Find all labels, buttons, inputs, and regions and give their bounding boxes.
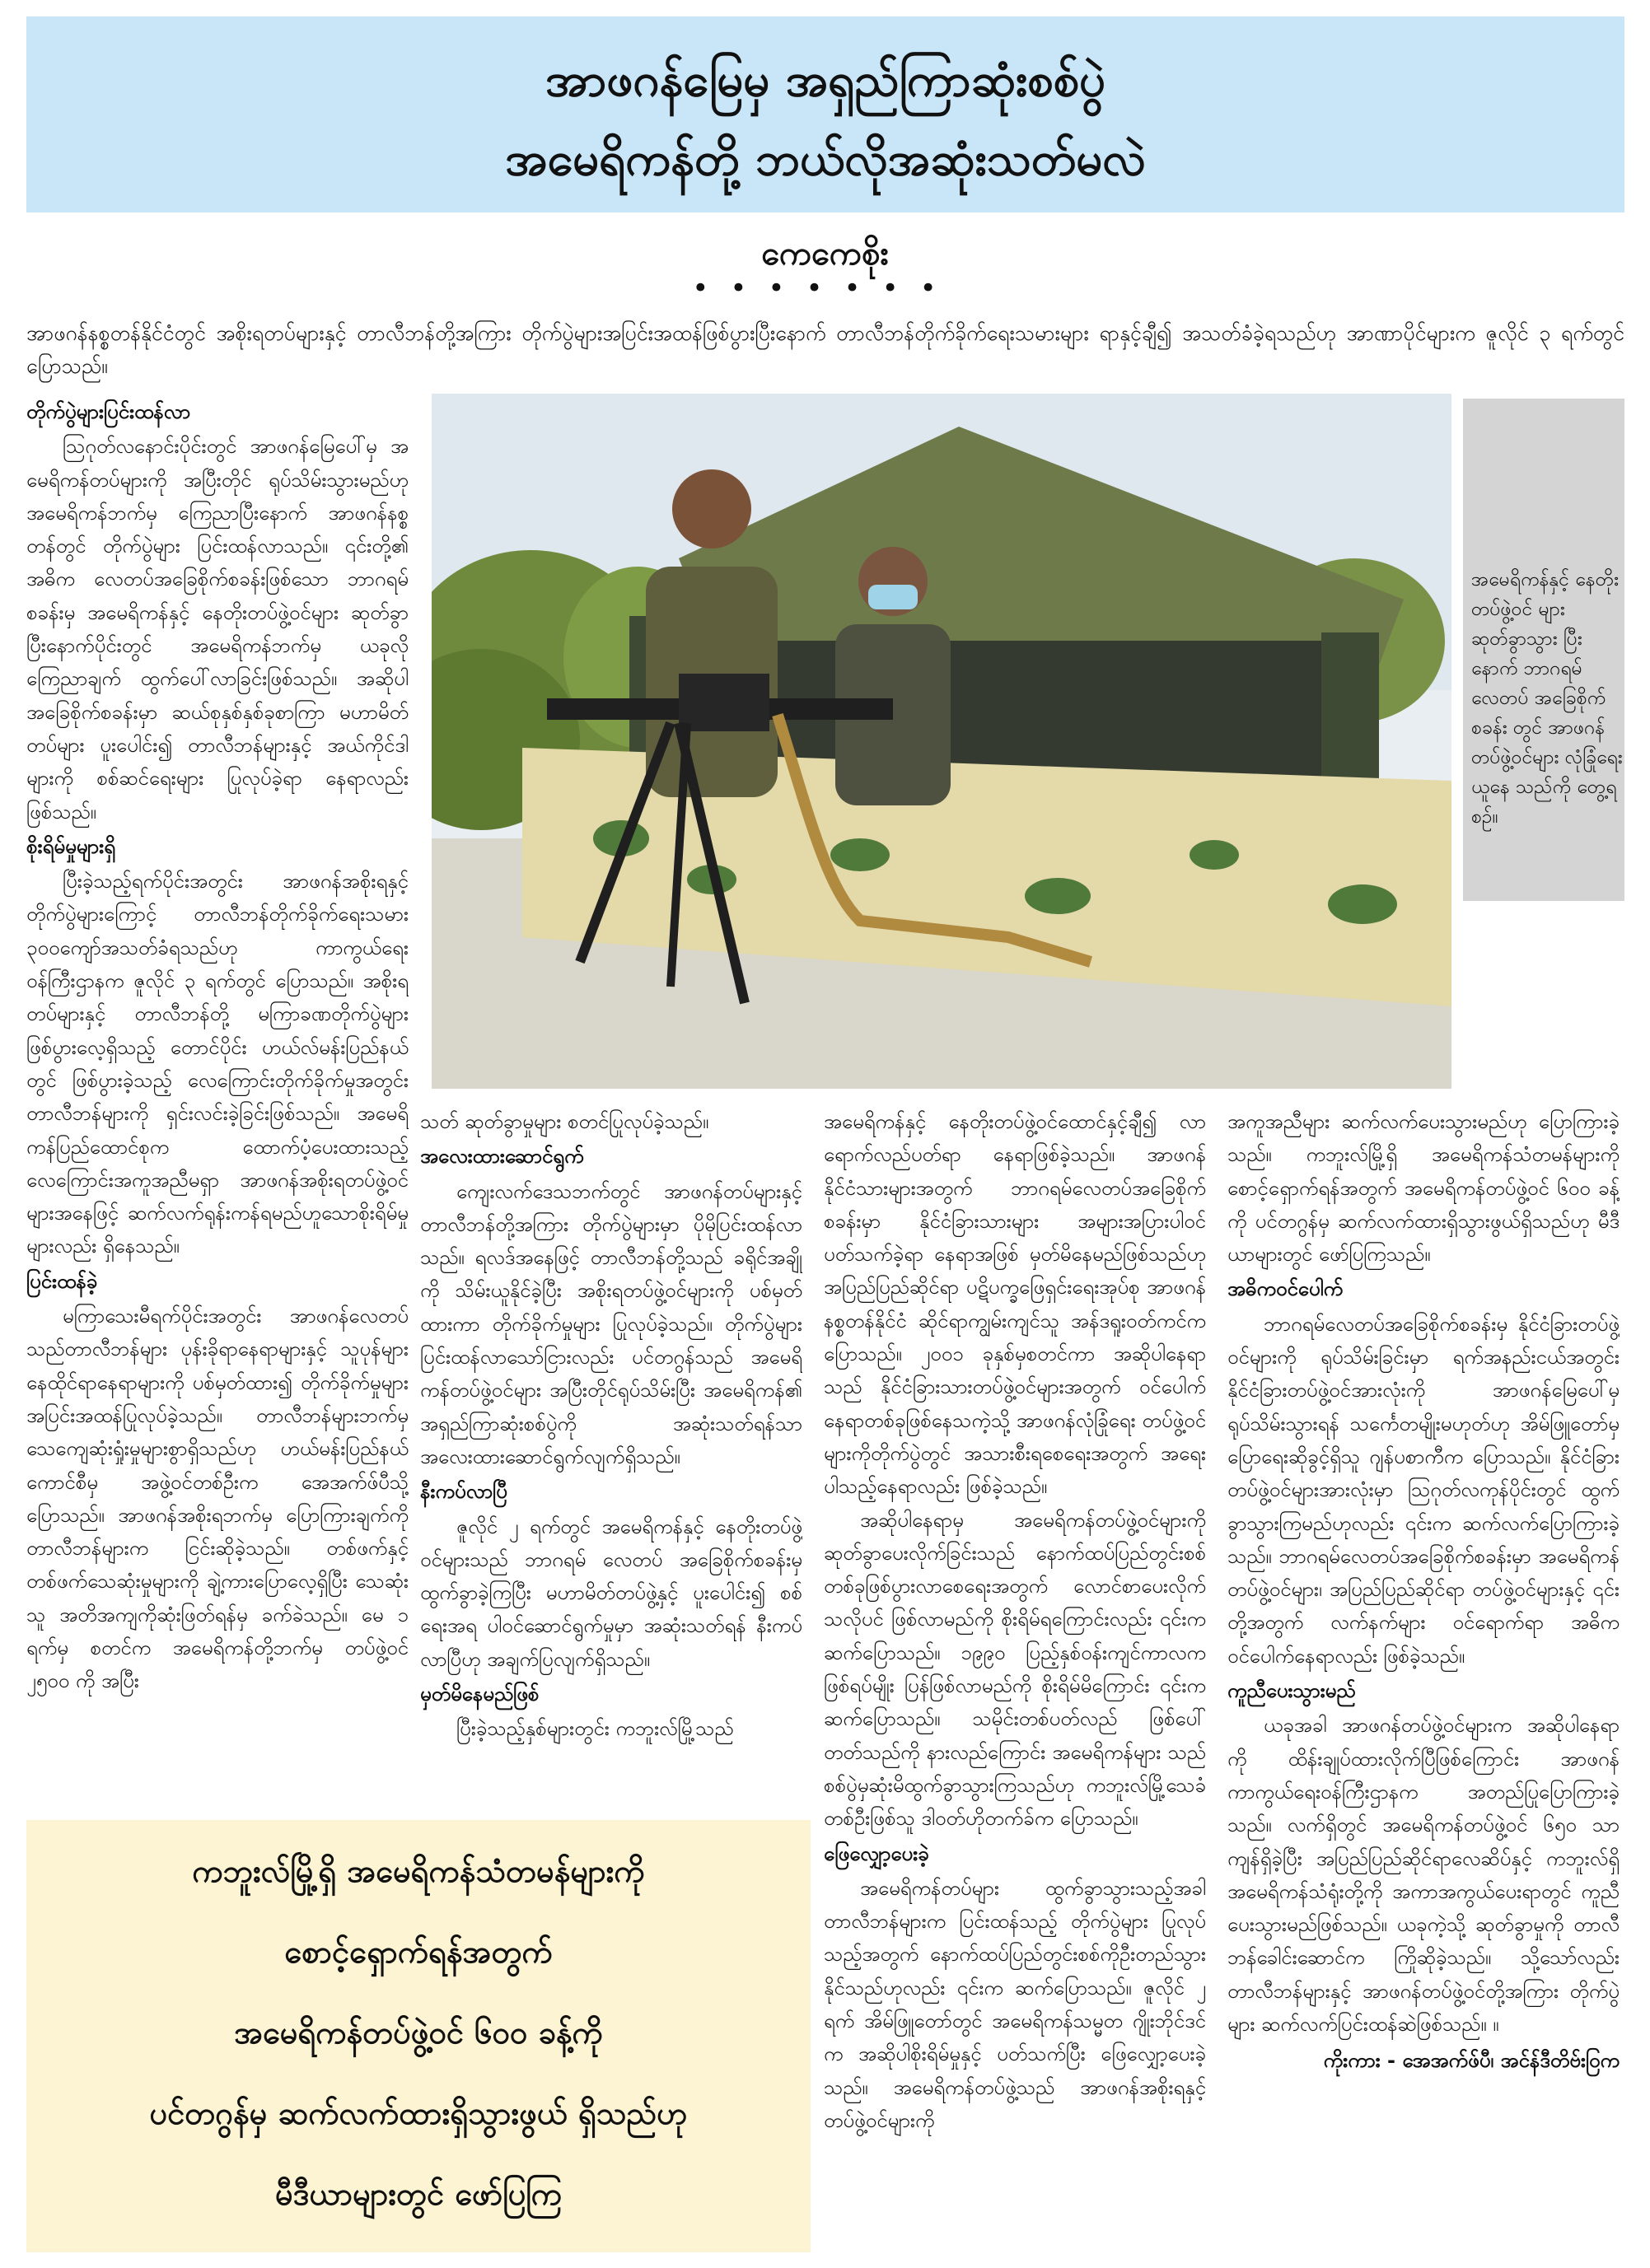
headline-line-1: အာဖဂန်မြေမှ အရှည်ကြာဆုံးစစ်ပွဲ <box>545 54 1105 107</box>
decorative-dots: ••••••• <box>692 272 958 305</box>
pull-quote-line-1: ကဘူးလ်မြို့ရှိ အမေရိကန်သံတမန်များကို <box>192 1853 645 1889</box>
pull-quote-line-3: အမေရိကန်တပ်ဖွဲ့ဝင် ၆၀၀ ခန့်ကို <box>234 2014 603 2051</box>
subheading: တိုက်ပွဲများပြင်းထန်လာ <box>26 400 191 423</box>
lead-paragraph: အာဖဂန်နစ္စတန်နိုင်ငံတွင် အစိုးရတပ်များနှင့် တာလီဘန်တို့အကြား တိုက်ပွဲများအပြင်းအထန်ဖြစ်ပွားပြီးနောက် တာလီဘန်တိုက်ခိုက်ရေးသမားများ ရာနှင့်ချီ၍ အသတ်ခံခဲ့ရသည်ဟု အာဏာပိုင်များက ဇူလိုင် ၃ ရက်တွင် ပြောသည်။ <box>26 321 1624 378</box>
pull-quote-box <box>26 1820 811 2252</box>
paragraph: ဇူလိုင် ၂ ရက်တွင် အမေရိကန်နှင့် နေတိုးတပ်ဖွဲ့ဝင်များသည် ဘာဂရမ် လေတပ် အခြေစိုက်စခန်းမှ ထွက်ခွာခဲ့ကြပြီး မဟာမိတ်တပ်ဖွဲ့နှင့် ပူးပေါင်း၍ စစ်ရေးအရ ပါဝင်ဆောင်ရွက်မှုမှာ အဆုံးသတ်ရန် နီးကပ်လာပြီဟု အချက်ပြလျက်ရှိသည်။ <box>420 1514 802 1671</box>
subheading: နီးကပ်လာပြီ <box>420 1480 507 1504</box>
paragraph: အကူအညီများ ဆက်လက်ပေးသွားမည်ဟု ပြောကြားခဲ့သည်။ ကဘူးလ်မြို့ရှိ အမေရိကန်သံတမန်များကို စောင့်ရှောက်ရန်အတွက် အမေရိကန်တပ်ဖွဲ့ဝင် ၆၀၀ ခန့်ကို ပင်တဂွန်မှ ဆက်လက်ထားရှိသွားဖွယ်ရှိသည်ဟု မီဒီယာများတွင် ဖော်ပြကြသည်။ <box>1227 1110 1620 1267</box>
paragraph: ကျေးလက်ဒေသဘက်တွင် အာဖဂန်တပ်များနှင့် တာလီဘန်တို့အကြား တိုက်ပွဲများမှာ ပိုမိုပြင်းထန်လာသည်။ ရလဒ်အနေဖြင့် တာလီဘန်တို့သည် ခရိုင်အချို့ကို သိမ်းယူနိုင်ခဲ့ပြီး အစိုးရတပ်ဖွဲ့ဝင်များကို ပစ်မှတ်ထားကာ တိုက်ခိုက်မှုများ ပြုလုပ်ခဲ့သည်။ တိုက်ပွဲများ ပြင်းထန်လာသော်ငြားလည်း ပင်တဂွန်သည် အမေရိကန်တပ်ဖွဲ့ဝင်များ အပြီးတိုင်ရုပ်သိမ်းပြီး အမေရိကန်၏ အရှည်ကြာဆုံးစစ်ပွဲကို အဆုံးသတ်ရန်သာ အလေးထားဆောင်ရွက်လျက်ရှိသည်။ <box>420 1179 802 1468</box>
article-column-3 <box>824 1105 1206 2258</box>
headline-banner <box>26 16 1624 212</box>
photo-caption: အမေရိကန်နှင့် နေတိုးတပ်ဖွဲ့ဝင် များ ဆုတ်ခွာသွား ပြီးနောက် ဘာဂရမ်လေတပ် အခြေစိုက်စခန်း တွင် အာဖဂန် တပ်ဖွဲ့ဝင်များ လုံခြုံရေးယူနေ သည်ကို တွေ့ရစဉ်။ <box>1471 569 1623 828</box>
paragraph: သတ် ဆုတ်ခွာမှုများ စတင်ပြုလုပ်ခဲ့သည်။ <box>420 1110 709 1133</box>
paragraph: မကြာသေးမီရက်ပိုင်းအတွင်း အာဖဂန်လေတပ်သည်တာလီဘန်များ ပုန်းခိုရာနေရာများနှင့် သူပုန်များ နေထိုင်ရာနေရာများကို ပစ်မှတ်ထား၍ တိုက်ခိုက်မှုများ အပြင်းအထန်ပြုလုပ်ခဲ့သည်။ တာလီဘန်များဘက်မှ သေကျေဆုံးရှုံးမှုများစွာရှိသည်ဟု ဟယ်မန်းပြည်နယ်ကောင်စီမှ အဖွဲ့ဝင်တစ်ဦးက အေအက်ဖ်ပီသို့ ပြောသည်။ အာဖဂန်အစိုးရဘက်မှ ပြောကြားချက်ကို တာလီဘန်များက ငြင်းဆိုခဲ့သည်။ တစ်ဖက်နှင့် တစ်ဖက်သေဆုံးမှုများကို ချဲ့ကားပြောလေ့ရှိပြီး သေဆုံးသူ အတိအကျကိုဆုံးဖြတ်ရန်မှ ခက်ခဲသည်။ မေ ၁ ရက်မှ စတင်က အမေရိကန်တို့ဘက်မှ တပ်ဖွဲ့ဝင် ၂၅၀၀ ကို အပြီး <box>26 1304 409 1693</box>
subheading: ဖြေလျှော့ပေးခဲ့ <box>824 1841 929 1865</box>
paragraph: အမေရိကန်တပ်များ ထွက်ခွာသွားသည့်အခါ တာလီဘန်များက ပြင်းထန်သည့် တိုက်ပွဲများ ပြုလုပ်သည့်အတွက် နောက်ထပ်ပြည်တွင်းစစ်ကိုဦးတည်သွားနိုင်သည်ဟုလည်း ၎င်းက ဆက်ပြောသည်။ ဇူလိုင် ၂ ရက် အိမ်ဖြူတော်တွင် အမေရိကန်သမ္မတ ဂျိုးဘိုင်ဒင်က အဆိုပါစိုးရိမ်မှုနှင့် ပတ်သက်ပြီး ဖြေလျှော့ပေးခဲ့သည်။ အမေရိကန်တပ်ဖွဲ့သည် အာဖဂန်အစိုးရနှင့် တပ်ဖွဲ့ဝင်များကို <box>824 1876 1206 2132</box>
news-photo <box>432 394 1451 1089</box>
subheading: မှတ်မိနေမည်ဖြစ် <box>420 1682 540 1706</box>
subheading: ပြင်းထန်ခဲ့ <box>26 1269 98 1293</box>
article-column-1 <box>26 394 409 1802</box>
pull-quote-line-2: စောင့်ရှောက်ရန်အတွက် <box>284 1934 553 1970</box>
paragraph: ပြီးခဲ့သည့်ရက်ပိုင်းအတွင်း အာဖဂန်အစိုးရနှင့် တိုက်ပွဲများကြောင့် တာလီဘန်တိုက်ခိုက်ရေးသမား ၃၀၀ကျော်အသတ်ခံရသည်ဟု ကာကွယ်ရေးဝန်ကြီးဌာနက ဇူလိုင် ၃ ရက်တွင် ပြောသည်။ အစိုးရတပ်များနှင့် တာလီဘန်တို့ မကြာခဏတိုက်ပွဲများ ဖြစ်ပွားလေ့ရှိသည့် တောင်ပိုင်း ဟယ်လ်မန်းပြည်နယ်တွင် ဖြစ်ပွားခဲ့သည့် လေကြောင်းတိုက်ခိုက်မှုအတွင်း တာလီဘန်များကို ရှင်းလင်းခဲ့ခြင်းဖြစ်သည်။ အမေရိကန်ပြည်ထောင်စုက ထောက်ပံ့ပေးထားသည့်လေကြောင်းအကူအညီမရှာ အာဖဂန်အစိုးရတပ်ဖွဲ့ဝင်များအနေဖြင့် ဆက်လက်ရုန်းကန်ရမည်ဟူသောစိုးရိမ်မှုများလည်း ရှိနေသည်။ <box>26 870 409 1258</box>
paragraph: ဘာဂရမ်လေတပ်အခြေစိုက်စခန်းမှ နိုင်ငံခြားတပ်ဖွဲ့ဝင်များကို ရုပ်သိမ်းခြင်းမှာ ရက်အနည်းငယ်အတွင်း နိုင်ငံခြားတပ်ဖွဲ့ဝင်အားလုံးကို အာဖဂန်မြေပေါ်မှ ရုပ်သိမ်းသွားရန် သင်္ကေတမျိုးမဟုတ်ဟု အိမ်ဖြူတော်မှ ပြောရေးဆိုခွင့်ရှိသူ ဂျန်ပစာကီက ပြောသည်။ နိုင်ငံခြားတပ်ဖွဲ့ဝင်များအားလုံးမှာ ဩဂုတ်လကုန်ပိုင်းတွင် ထွက်ခွာသွားကြမည်ဟုလည်း ၎င်းက ဆက်လက်ပြောကြားခဲ့သည်။ ဘာဂရမ်လေတပ်အခြေစိုက်စခန်းမှာ အမေရိကန်တပ်ဖွဲ့ဝင်များ၊ အပြည်ပြည်ဆိုင်ရာ တပ်ဖွဲ့ဝင်များနှင့် ၎င်းတို့အတွက် လက်နက်များ ဝင်ရောက်ရာ အဓိကဝင်ပေါက်နေရာလည်း ဖြစ်ခဲ့သည်။ <box>1227 1312 1620 1668</box>
source-credit: ကိုးကား - အေအက်ဖ်ပီ၊ အင်န်ဒီတိဗ်းဝြက <box>1323 2049 1620 2073</box>
byline: ကေကေစိုး <box>761 235 889 273</box>
pull-quote-line-5: မီဒီယာများတွင် ဖော်ပြကြ <box>275 2176 562 2212</box>
paragraph: ယခုအခါ အာဖဂန်တပ်ဖွဲ့ဝင်များက အဆိုပါနေရာကို ထိန်းချုပ်ထားလိုက်ပြီဖြစ်ကြောင်း အာဖဂန်ကာကွယ်ရေးဝန်ကြီးဌာနက အတည်ပြုပြောကြားခဲ့သည်။ လက်ရှိတွင် အမေရိကန်တပ်ဖွဲ့ဝင် ၆၅၀ သာ ကျန်ရှိခဲ့ပြီး အပြည်ပြည်ဆိုင်ရာလေဆိပ်နှင့် ကဘူးလ်ရှိ အမေရိကန်သံရုံးတို့ကို အကာအကွယ်ပေးရာတွင် ကူညီပေးသွားမည်ဖြစ်သည်။ ယခုကဲ့သို့ ဆုတ်ခွာမှုကို တာလီဘန်ခေါင်းဆောင်က ကြိုဆိုခဲ့သည်။ သို့သော်လည်း တာလီဘန်များနှင့် အာဖဂန်တပ်ဖွဲ့ဝင်တို့အကြား တိုက်ပွဲများ ဆက်လက်ပြင်းထန်ဆဲဖြစ်သည်။ ။ <box>1227 1714 1620 2037</box>
paragraph: ပြီးခဲ့သည့်နှစ်များတွင်း ကဘူးလ်မြို့သည် <box>456 1717 734 1741</box>
article-column-4 <box>1227 1105 1620 2258</box>
headline-line-2: အမေရိကန်တို့ ဘယ်လိုအဆုံးသတ်မလဲ <box>505 133 1146 186</box>
subheading: စိုးရိမ်မှုများရှိ <box>26 834 116 858</box>
subheading: ကူညီပေးသွားမည် <box>1227 1679 1356 1703</box>
paragraph: အဆိုပါနေရာမှ အမေရိကန်တပ်ဖွဲ့ဝင်များကို ဆုတ်ခွာပေးလိုက်ခြင်းသည် နောက်ထပ်ပြည်တွင်းစစ်တစ်ခုဖြစ်ပွားလာစေရေးအတွက် လောင်စာပေးလိုက်သလိုပင် ဖြစ်လာမည်ကို စိုးရိမ်ရကြောင်းလည်း ၎င်းက ဆက်ပြောသည်။ ၁၉၉၀ ပြည့်နှစ်ဝန်းကျင်ကာလက ဖြစ်ရပ်မျိုး ပြန်ဖြစ်လာမည်ကို စိုးရိမ်မိကြောင်း ၎င်းက ဆက်ပြောသည်။ သမိုင်းတစ်ပတ်လည် ဖြစ်ပေါ်တတ်သည်ကို နားလည်ကြောင်း အမေရိကန်များ သည် စစ်ပွဲမှဆုံးမိထွက်ခွာသွားကြသည်ဟု ကဘူးလ်မြို့သေခံတစ်ဦးဖြစ်သူ ဒါဝတ်ဟိုတက်ခ်က ပြောသည်။ <box>824 1508 1206 1831</box>
subheading: အလေးထားဆောင်ရွက် <box>420 1145 584 1169</box>
paragraph: ဩဂုတ်လနောင်းပိုင်းတွင် အာဖဂန်မြေပေါ်မှ အမေရိကန်တပ်များကို အပြီးတိုင် ရုပ်သိမ်းသွားမည်ဟု အမေရိကန်ဘက်မှ ကြေညာပြီးနောက် အာဖဂန်နစ္စတန်တွင် တိုက်ပွဲများ ပြင်းထန်လာသည်။ ၎င်းတို့၏ အဓိက လေတပ်အခြေစိုက်စခန်းဖြစ်သော ဘာဂရမ်စခန်းမှ အမေရိကန်နှင့် နေတိုးတပ်ဖွဲ့ဝင်များ ဆုတ်ခွာပြီးနောက်ပိုင်းတွင် အမေရိကန်ဘက်မှ ယခုလိုကြေညာချက် ထွက်ပေါ်လာခြင်းဖြစ်သည်။ အဆိုပါ အခြေစိုက်စခန်းမှာ ဆယ်စုနှစ်နှစ်ခုစာကြာ မဟာမိတ်တပ်များ ပူးပေါင်း၍ တာလီဘန်များနှင့် အယ်ကိုင်ဒါများကို စစ်ဆင်ရေးများ ပြုလုပ်ခဲ့ရာ နေရာလည်းဖြစ်သည်။ <box>26 435 409 824</box>
pull-quote-line-4: ပင်တဂွန်မှ ဆက်လက်ထားရှိသွားဖွယ် ရှိသည်ဟု <box>149 2095 688 2131</box>
paragraph: အမေရိကန်နှင့် နေတိုးတပ်ဖွဲ့ဝင်ထောင်နှင့်ချီ၍ လာရောက်လည်ပတ်ရာ နေရာဖြစ်ခဲ့သည်။ အာဖဂန်နိုင်ငံသားများအတွက် ဘာဂရမ်လေတပ်အခြေစိုက်စခန်းမှာ နိုင်ငံခြားသားများ အများအပြားပါဝင်ပတ်သက်ခဲ့ရာ နေရာအဖြစ် မှတ်မိနေမည်ဖြစ်သည်ဟု အပြည်ပြည်ဆိုင်ရာ ပဋိပက္ခဖြေရှင်းရေးအုပ်စု အာဖဂန်နစ္စတန်နိုင်ငံ ဆိုင်ရာကျွမ်းကျင်သူ အန်ဒရူးဝတ်ကင်က ပြောသည်။ ၂၀၀၁ ခုနှစ်မှစတင်ကာ အဆိုပါနေရာသည် နိုင်ငံခြားသားတပ်ဖွဲ့ဝင်များအတွက် ဝင်ပေါက်နေရာတစ်ခုဖြစ်နေသကဲ့သို့ အာဖဂန်လုံခြုံရေး တပ်ဖွဲ့ဝင်များကိုတိုက်ပွဲတွင် အသားစီးရစေရေးအတွက် အရေးပါသည့်နေရာလည်း ဖြစ်ခဲ့သည်။ <box>824 1110 1206 1499</box>
subheading: အဓိကဝင်ပေါက် <box>1227 1277 1344 1301</box>
article-column-2 <box>420 1105 802 1805</box>
